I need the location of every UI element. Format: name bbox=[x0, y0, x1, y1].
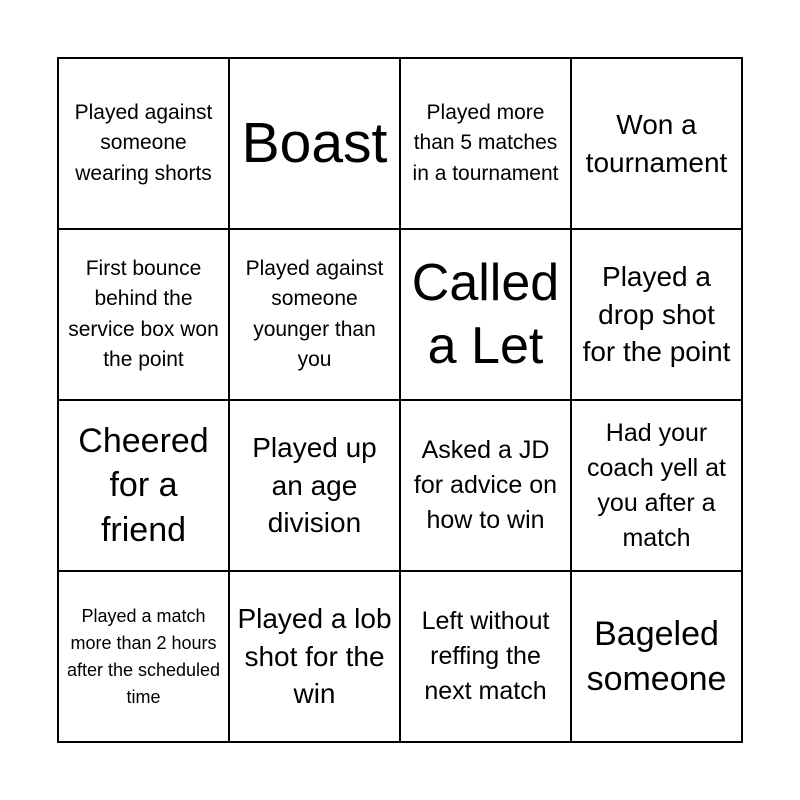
bingo-cell-text: Called a Let bbox=[411, 254, 560, 375]
bingo-cell-text: Left without reffing the next match bbox=[421, 607, 550, 705]
bingo-cell-12[interactable] bbox=[571, 400, 742, 571]
bingo-cell-16[interactable] bbox=[571, 571, 742, 742]
bingo-cell-text: Had your coach yell at you after a match bbox=[587, 418, 726, 552]
bingo-cell-5[interactable] bbox=[58, 229, 229, 400]
bingo-cell-text: Boast bbox=[241, 111, 388, 176]
bingo-board bbox=[57, 57, 743, 743]
bingo-cell-text: Played up an age division bbox=[252, 431, 377, 539]
bingo-cell-13[interactable] bbox=[58, 571, 229, 742]
bingo-cell-text: Played against someone wearing shorts bbox=[74, 100, 213, 185]
bingo-cell-14[interactable] bbox=[229, 571, 400, 742]
bingo-cell-text: Won a tournament bbox=[585, 108, 728, 178]
bingo-cell-15[interactable] bbox=[400, 571, 571, 742]
bingo-cell-9[interactable] bbox=[58, 400, 229, 571]
bingo-cell-4[interactable] bbox=[571, 58, 742, 229]
bingo-cell-10[interactable] bbox=[229, 400, 400, 571]
bingo-cell-3[interactable] bbox=[400, 58, 571, 229]
bingo-cell-text: Played more than 5 matches in a tournament bbox=[412, 100, 559, 185]
bingo-cell-text: First bounce behind the service box won the point bbox=[68, 256, 219, 371]
bingo-cell-8[interactable] bbox=[571, 229, 742, 400]
bingo-cell-text: Played against someone younger than you bbox=[245, 256, 384, 371]
bingo-cell-1[interactable] bbox=[58, 58, 229, 229]
bingo-cell-11[interactable] bbox=[400, 400, 571, 571]
bingo-cell-text: Bageled someone bbox=[586, 615, 727, 698]
bingo-cell-text: Played a match more than 2 hours after the scheduled time bbox=[66, 605, 221, 707]
bingo-cell-2[interactable] bbox=[229, 58, 400, 229]
bingo-cell-text: Played a drop shot for the point bbox=[582, 260, 731, 368]
bingo-cell-6[interactable] bbox=[229, 229, 400, 400]
bingo-cell-text: Cheered for a friend bbox=[78, 422, 209, 549]
bingo-cell-7[interactable] bbox=[400, 229, 571, 400]
bingo-cell-text: Played a lob shot for the win bbox=[237, 602, 392, 710]
bingo-cell-text: Asked a JD for advice on how to win bbox=[413, 436, 558, 534]
